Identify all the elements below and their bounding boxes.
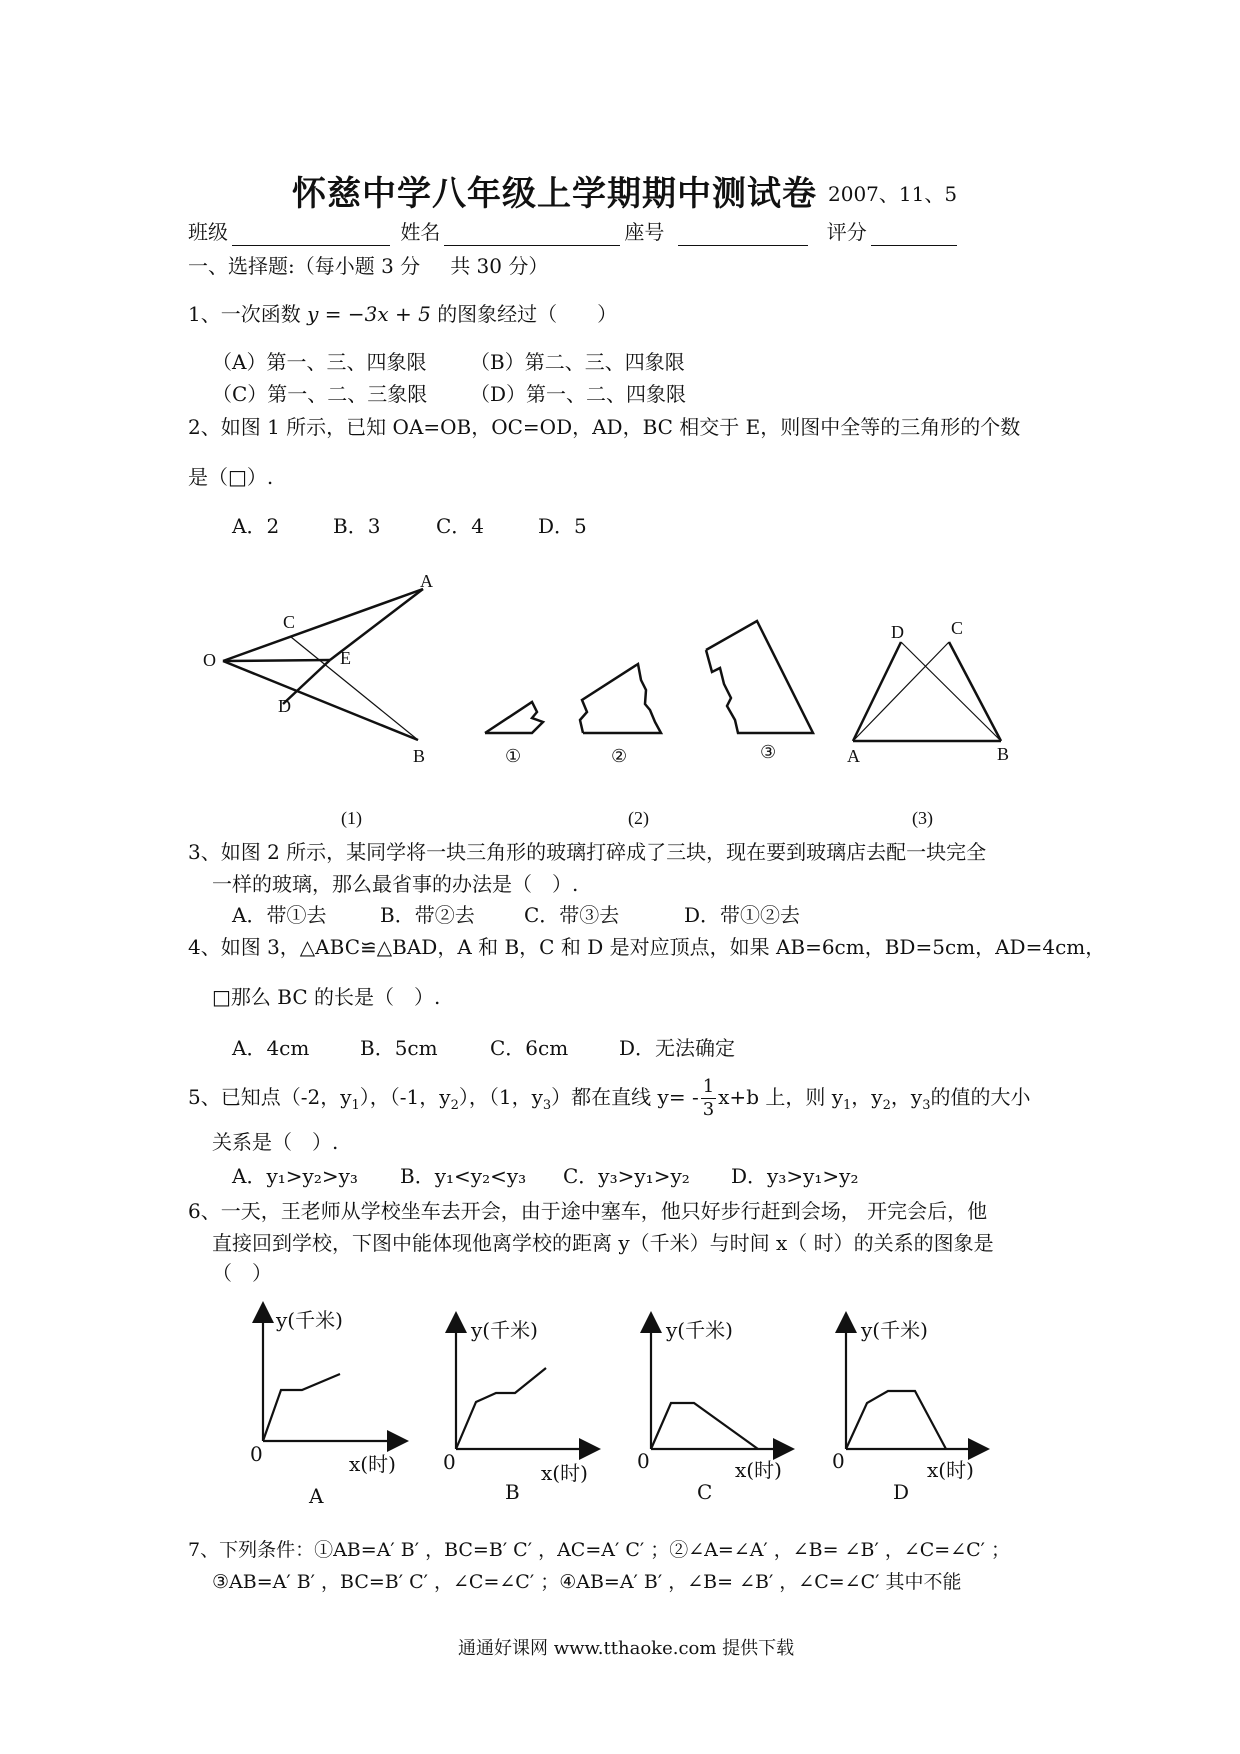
q5-stem-h: 的值的大小 — [930, 1085, 1031, 1109]
q2-stem-line2: 是（□）. — [188, 465, 274, 489]
glass-piece-1 — [485, 702, 543, 733]
q3-stem-line2: 一样的玻璃，那么最省事的办法是（ ）. — [212, 872, 579, 896]
fig3-label-b: B — [997, 744, 1010, 764]
q1-stem-post: 的图象经过（ ） — [437, 302, 618, 326]
section-heading-text: 一、选择题:（每小题 3 分 — [188, 254, 421, 278]
fig3-label-a: A — [847, 746, 860, 766]
graph-d-xlabel: x(时) — [927, 1458, 974, 1482]
seat-label: 座号 — [624, 220, 665, 244]
q4-option-a[interactable]: A．4cm — [232, 1036, 310, 1060]
glass-piece-3 — [706, 621, 813, 733]
q6-stem-line2: 直接回到学校，下图中能体现他离学校的距离 y（千米）与时间 x（ 时）的关系的图象是 — [212, 1231, 994, 1255]
q5-stem-g: ，y — [890, 1085, 923, 1109]
q3-option-a[interactable]: A．带①去 — [232, 903, 327, 927]
fig2-label-1: ① — [505, 746, 522, 766]
q5-stem-line2: 关系是（ ）. — [212, 1130, 339, 1154]
fig3-label-c: C — [951, 618, 964, 638]
figure-3 — [853, 642, 1001, 741]
fig1-label-b: B — [413, 746, 426, 766]
q5-sub-5: 2 — [882, 1098, 891, 1113]
info-fields — [188, 218, 961, 246]
q1-formula: y = −3x + 5 — [307, 302, 431, 326]
fig-caption-2: (2) — [628, 808, 649, 828]
q5-sub-6: 3 — [922, 1098, 931, 1113]
section-heading-total: 共 30 分） — [450, 254, 549, 278]
score-blank[interactable] — [871, 225, 957, 246]
graph-c-name: C — [697, 1480, 713, 1504]
fig2-label-3: ③ — [760, 742, 777, 762]
graph-b-xlabel: x(时) — [541, 1461, 588, 1485]
q3-stem-line1: 3、如图 2 所示，某同学将一块三角形的玻璃打碎成了三块，现在要到玻璃店去配一块完全 — [188, 840, 987, 864]
graph-d-origin: 0 — [832, 1449, 845, 1473]
graph-a-name: A — [309, 1484, 324, 1508]
page-title: 怀慈中学八年级上学期期中测试卷 — [292, 174, 817, 214]
q5-stem-b: ），（-1，y — [359, 1085, 451, 1109]
q5-stem-d: ）都在直线 y= - — [551, 1085, 699, 1109]
glass-piece-2 — [580, 664, 661, 733]
q6-stem-line1: 6、一天，王老师从学校坐车去开会，由于途中塞车，他只好步行赶到会场， 开完会后，他 — [188, 1199, 988, 1223]
q5-sub-1: 1 — [351, 1098, 360, 1113]
q1-option-d[interactable]: （D）第一、二、四象限 — [470, 382, 687, 406]
fig1-label-d: D — [278, 696, 291, 716]
name-blank[interactable] — [444, 225, 620, 246]
fig1-label-e: E — [340, 648, 351, 668]
graph-b-ylabel: y(千米) — [471, 1318, 538, 1342]
q7-stem-line2: ③AB=A′ B′ ，BC=B′ C′ ，∠C=∠C′ ；④AB=A′ B′ ，∠B= ∠B′ ，∠C=∠C′ 其中不能 — [212, 1571, 962, 1593]
q5-stem-e: x+b 上，则 y — [718, 1085, 844, 1109]
q3-option-b[interactable]: B．带②去 — [380, 903, 475, 927]
q5-frac-den: 3 — [702, 1099, 715, 1120]
q1-option-a[interactable]: （A）第一、三、四象限 — [212, 350, 427, 374]
q5-sub-2: 2 — [450, 1098, 459, 1113]
q4-option-b[interactable]: B．5cm — [360, 1036, 438, 1060]
q4-stem-line1: 4、如图 3，△ABC≌△BAD，A 和 B，C 和 D 是对应顶点，如果 AB=6cm，BD=5cm，AD=4cm， — [188, 935, 1106, 959]
page-footer: 通通好课网 www.tthaoke.com 提供下载 — [458, 1638, 795, 1659]
q2-option-a[interactable]: A．2 — [232, 514, 280, 538]
class-blank[interactable] — [232, 225, 390, 246]
fig1-label-a: A — [420, 571, 433, 591]
q2-stem-line1: 2、如图 1 所示，已知 OA=OB，OC=OD，AD，BC 相交于 E，则图中全等的三角形的个数 — [188, 415, 1021, 439]
section-heading — [188, 252, 548, 280]
q5-option-a[interactable]: A．y₁>y₂>y₃ — [232, 1164, 358, 1188]
graph-d-ylabel: y(千米) — [861, 1318, 928, 1342]
figure-1 — [223, 589, 423, 740]
q7-stem-line1: 7、下列条件：①AB=A′ B′ ，BC=B′ C′ ，AC=A′ C′ ；②∠A=∠A′ ，∠B= ∠B′ ，∠C=∠C′ ； — [188, 1539, 1011, 1561]
q5-option-d[interactable]: D．y₃>y₁>y₂ — [731, 1164, 859, 1188]
fig1-label-o: O — [203, 650, 216, 670]
q5-frac-num: 1 — [702, 1076, 715, 1097]
q1-stem — [188, 300, 617, 328]
q4-stem-line2: □那么 BC 的长是（ ）. — [212, 985, 441, 1009]
q5-option-b[interactable]: B．y₁<y₂<y₃ — [400, 1164, 527, 1188]
fig1-label-c: C — [283, 612, 296, 632]
q5-stem-c: ），（1，y — [458, 1085, 543, 1109]
q2-option-b[interactable]: B．3 — [333, 514, 381, 538]
graph-a-ylabel: y(千米) — [276, 1308, 343, 1332]
q2-option-c[interactable]: C．4 — [436, 514, 485, 538]
q2-option-d[interactable]: D．5 — [538, 514, 587, 538]
fig-caption-3: (3) — [912, 808, 933, 828]
graph-c-origin: 0 — [637, 1449, 650, 1473]
fig3-label-d: D — [891, 622, 904, 642]
q3-option-d[interactable]: D．带①②去 — [684, 903, 801, 927]
q5-stem-line1 — [188, 1076, 1030, 1121]
exam-date: 2007、11、5 — [828, 182, 958, 206]
graph-c-ylabel: y(千米) — [666, 1318, 733, 1342]
graph-d-name: D — [893, 1480, 910, 1504]
graph-b-name: B — [505, 1480, 520, 1504]
q5-option-c[interactable]: C．y₃>y₁>y₂ — [563, 1164, 690, 1188]
q6-stem-line3: （ ） — [212, 1261, 272, 1285]
graph-c-xlabel: x(时) — [735, 1458, 782, 1482]
class-label: 班级 — [188, 220, 228, 244]
q1-option-b[interactable]: （B）第二、三、四象限 — [470, 350, 685, 374]
fig-caption-1: (1) — [341, 808, 362, 828]
fig2-label-2: ② — [611, 746, 628, 766]
seat-blank[interactable] — [678, 225, 808, 246]
graph-a-origin: 0 — [250, 1442, 263, 1466]
q5-fraction — [701, 1076, 716, 1121]
q5-stem-a: 5、已知点（-2，y — [188, 1085, 352, 1109]
score-label: 评分 — [826, 220, 867, 244]
graph-b-origin: 0 — [443, 1450, 456, 1474]
q5-sub-4: 1 — [843, 1098, 852, 1113]
q1-option-c[interactable]: （C）第一、二、三象限 — [212, 382, 428, 406]
q5-sub-3: 3 — [542, 1098, 552, 1113]
q3-option-c[interactable]: C．带③去 — [524, 903, 620, 927]
q5-stem-f: ，y — [851, 1085, 883, 1109]
q1-stem-pre: 1、一次函数 — [188, 302, 301, 326]
name-label: 姓名 — [400, 220, 441, 244]
q4-option-c[interactable]: C．6cm — [490, 1036, 569, 1060]
q4-option-d[interactable]: D．无法确定 — [619, 1036, 736, 1060]
graph-a-xlabel: x(时) — [349, 1452, 396, 1476]
figure-2 — [485, 621, 813, 733]
